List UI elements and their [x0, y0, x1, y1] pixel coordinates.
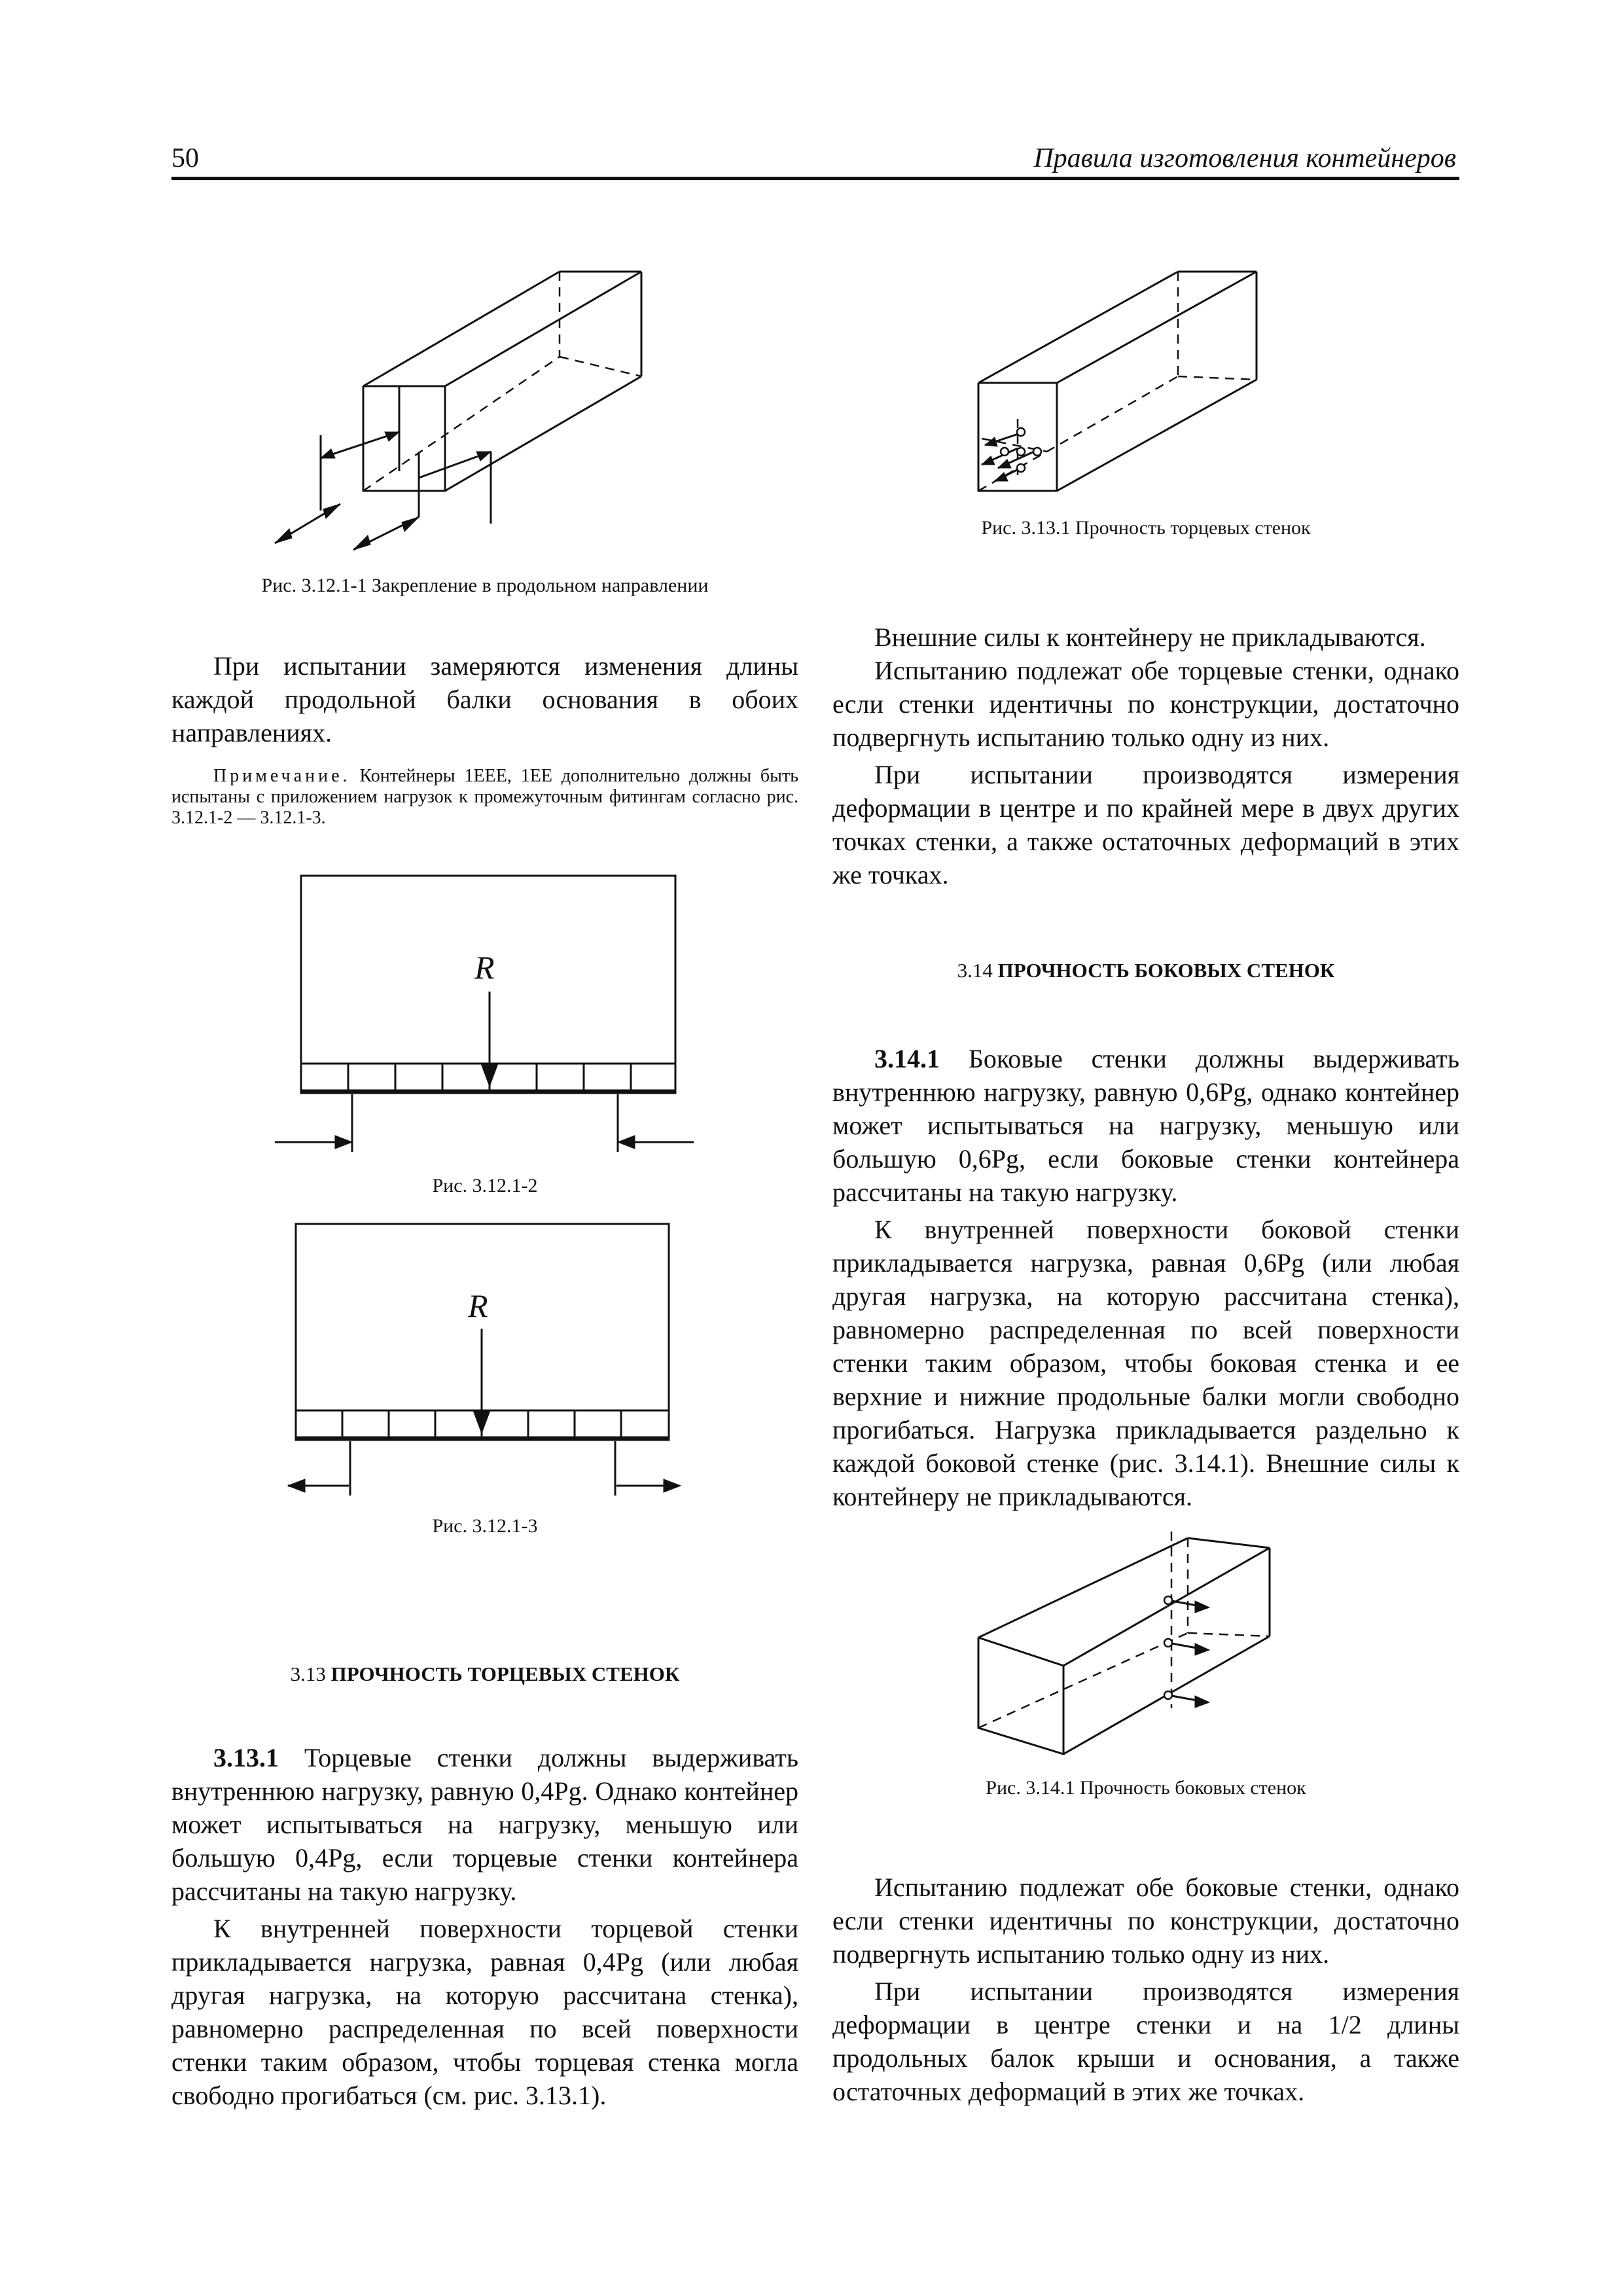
paragraph: К внутренней поверхности торцевой стенки прикладывается нагрузка, равная 0,4Pg (или любая другая нагрузка, на которую рассчитана стенка), равномерно распределенная по всей поверхности стенки таким образом, чтобы торцевая стенка могла свободно прогибаться (см. рис. 3.13.1).	[171, 1914, 798, 2110]
figure-3-14-1	[969, 1525, 1283, 1761]
paragraph: Испытанию подлежат обе торцевые стенки, однако если стенки идентичны по конструкции, достаточно подвергнуть испытанию только одну из них.	[832, 656, 1459, 752]
paragraph: При испытании производятся измерения деформации в центре стенки и на 1/2 длины продольных балок крыши и основания, а также остаточных деформаций в этих же точках.	[832, 1977, 1459, 2106]
right-bottom-text	[832, 1871, 1459, 2108]
clause-number: 3.14.1	[874, 1044, 940, 1073]
section-title: ПРОЧНОСТЬ БОКОВЫХ СТЕНОК	[997, 959, 1335, 982]
section-title: ПРОЧНОСТЬ ТОРЦЕВЫХ СТЕНОК	[330, 1662, 680, 1685]
header-rule	[171, 177, 1459, 180]
caption-fig-3-12-1-3: Рис. 3.12.1-3	[432, 1515, 538, 1537]
figure-3-13-1	[969, 262, 1283, 511]
caption-fig-3-13-1: Рис. 3.13.1 Прочность торцевых стенок	[981, 517, 1311, 539]
box-front	[363, 386, 445, 491]
section-3-14-heading	[832, 959, 1459, 982]
section-3-14-text	[832, 1042, 1459, 1513]
paragraph: Внешние силы к контейнеру не прикладываются.	[874, 622, 1426, 652]
running-title: Правила изготовления контейнеров	[1033, 143, 1456, 173]
paragraph-3-13-1	[171, 1741, 798, 1908]
section-number: 3.14	[957, 959, 993, 982]
paragraph: Испытанию подлежат обе боковые стенки, однако если стенки идентичны по конструкции, достаточно подвергнуть испытанию только одну из них.	[832, 1873, 1459, 1969]
section-3-13-heading	[171, 1662, 798, 1686]
clause-number: 3.13.1	[213, 1743, 279, 1772]
right-top-text	[832, 620, 1459, 891]
figure-3-12-1-2	[262, 864, 707, 1178]
figure-3-12-1-1	[262, 262, 668, 550]
left-paragraph-1	[171, 649, 798, 749]
clause-text: Боковые стенки должны выдерживать внутреннюю нагрузку, равную 0,6Pg, однако контейнер может испытываться на нагрузку, меньшую или большую 0,6Pg, если боковые стенки контейнера рассчитаны на такую нагрузку.	[832, 1044, 1459, 1207]
note-text: Контейнеры 1ЕЕЕ, 1ЕЕ дополнительно должны быть испытаны с приложением нагрузок к промежуточным фитингам согласно рис. 3.12.1-2 — 3.12.1-3.	[171, 766, 798, 828]
note-lead: Примечание.	[213, 766, 351, 786]
note-block	[171, 766, 798, 829]
load-label-r: R	[474, 949, 495, 986]
figure-3-12-1-3	[262, 1214, 707, 1515]
paragraph: При испытании замеряются изменения длины каждой продольной балки основания в обоих направлениях.	[171, 651, 798, 747]
clause-text: Торцевые стенки должны выдерживать внутреннюю нагрузку, равную 0,4Pg. Однако контейнер может испытываться на нагрузку, меньшую или большую 0,4Pg, если торцевые стенки контейнера рассчитаны на такую нагрузку.	[171, 1743, 798, 1906]
caption-fig-3-12-1-1: Рис. 3.12.1-1 Закрепление в продольном направлении	[261, 575, 709, 596]
section-3-13-text	[171, 1741, 798, 2112]
load-label-r-2: R	[468, 1287, 488, 1324]
paragraph-3-14-1	[832, 1042, 1459, 1209]
section-number: 3.13	[290, 1662, 326, 1685]
caption-fig-3-12-1-2: Рис. 3.12.1-2	[432, 1175, 538, 1196]
caption-fig-3-14-1: Рис. 3.14.1 Прочность боковых стенок	[986, 1777, 1306, 1799]
page-number: 50	[171, 143, 199, 173]
paragraph: При испытании производятся измерения деформации в центре и по крайней мере в двух других точках стенки, а также остаточных деформаций в этих же точках.	[832, 760, 1459, 889]
paragraph: К внутренней поверхности боковой стенки прикладывается нагрузка, равная 0,6Pg (или любая другая нагрузка, на которую рассчитана стенка), равномерно распределенная по всей поверхности стенки таким образом, чтобы боковая стенка и ее верхние и нижние продольные балки могли свободно прогибаться. Нагрузка прикладывается раздельно к каждой боковой стенке (рис. 3.14.1). Внешние силы к контейнеру не прикладываются.	[832, 1215, 1459, 1511]
